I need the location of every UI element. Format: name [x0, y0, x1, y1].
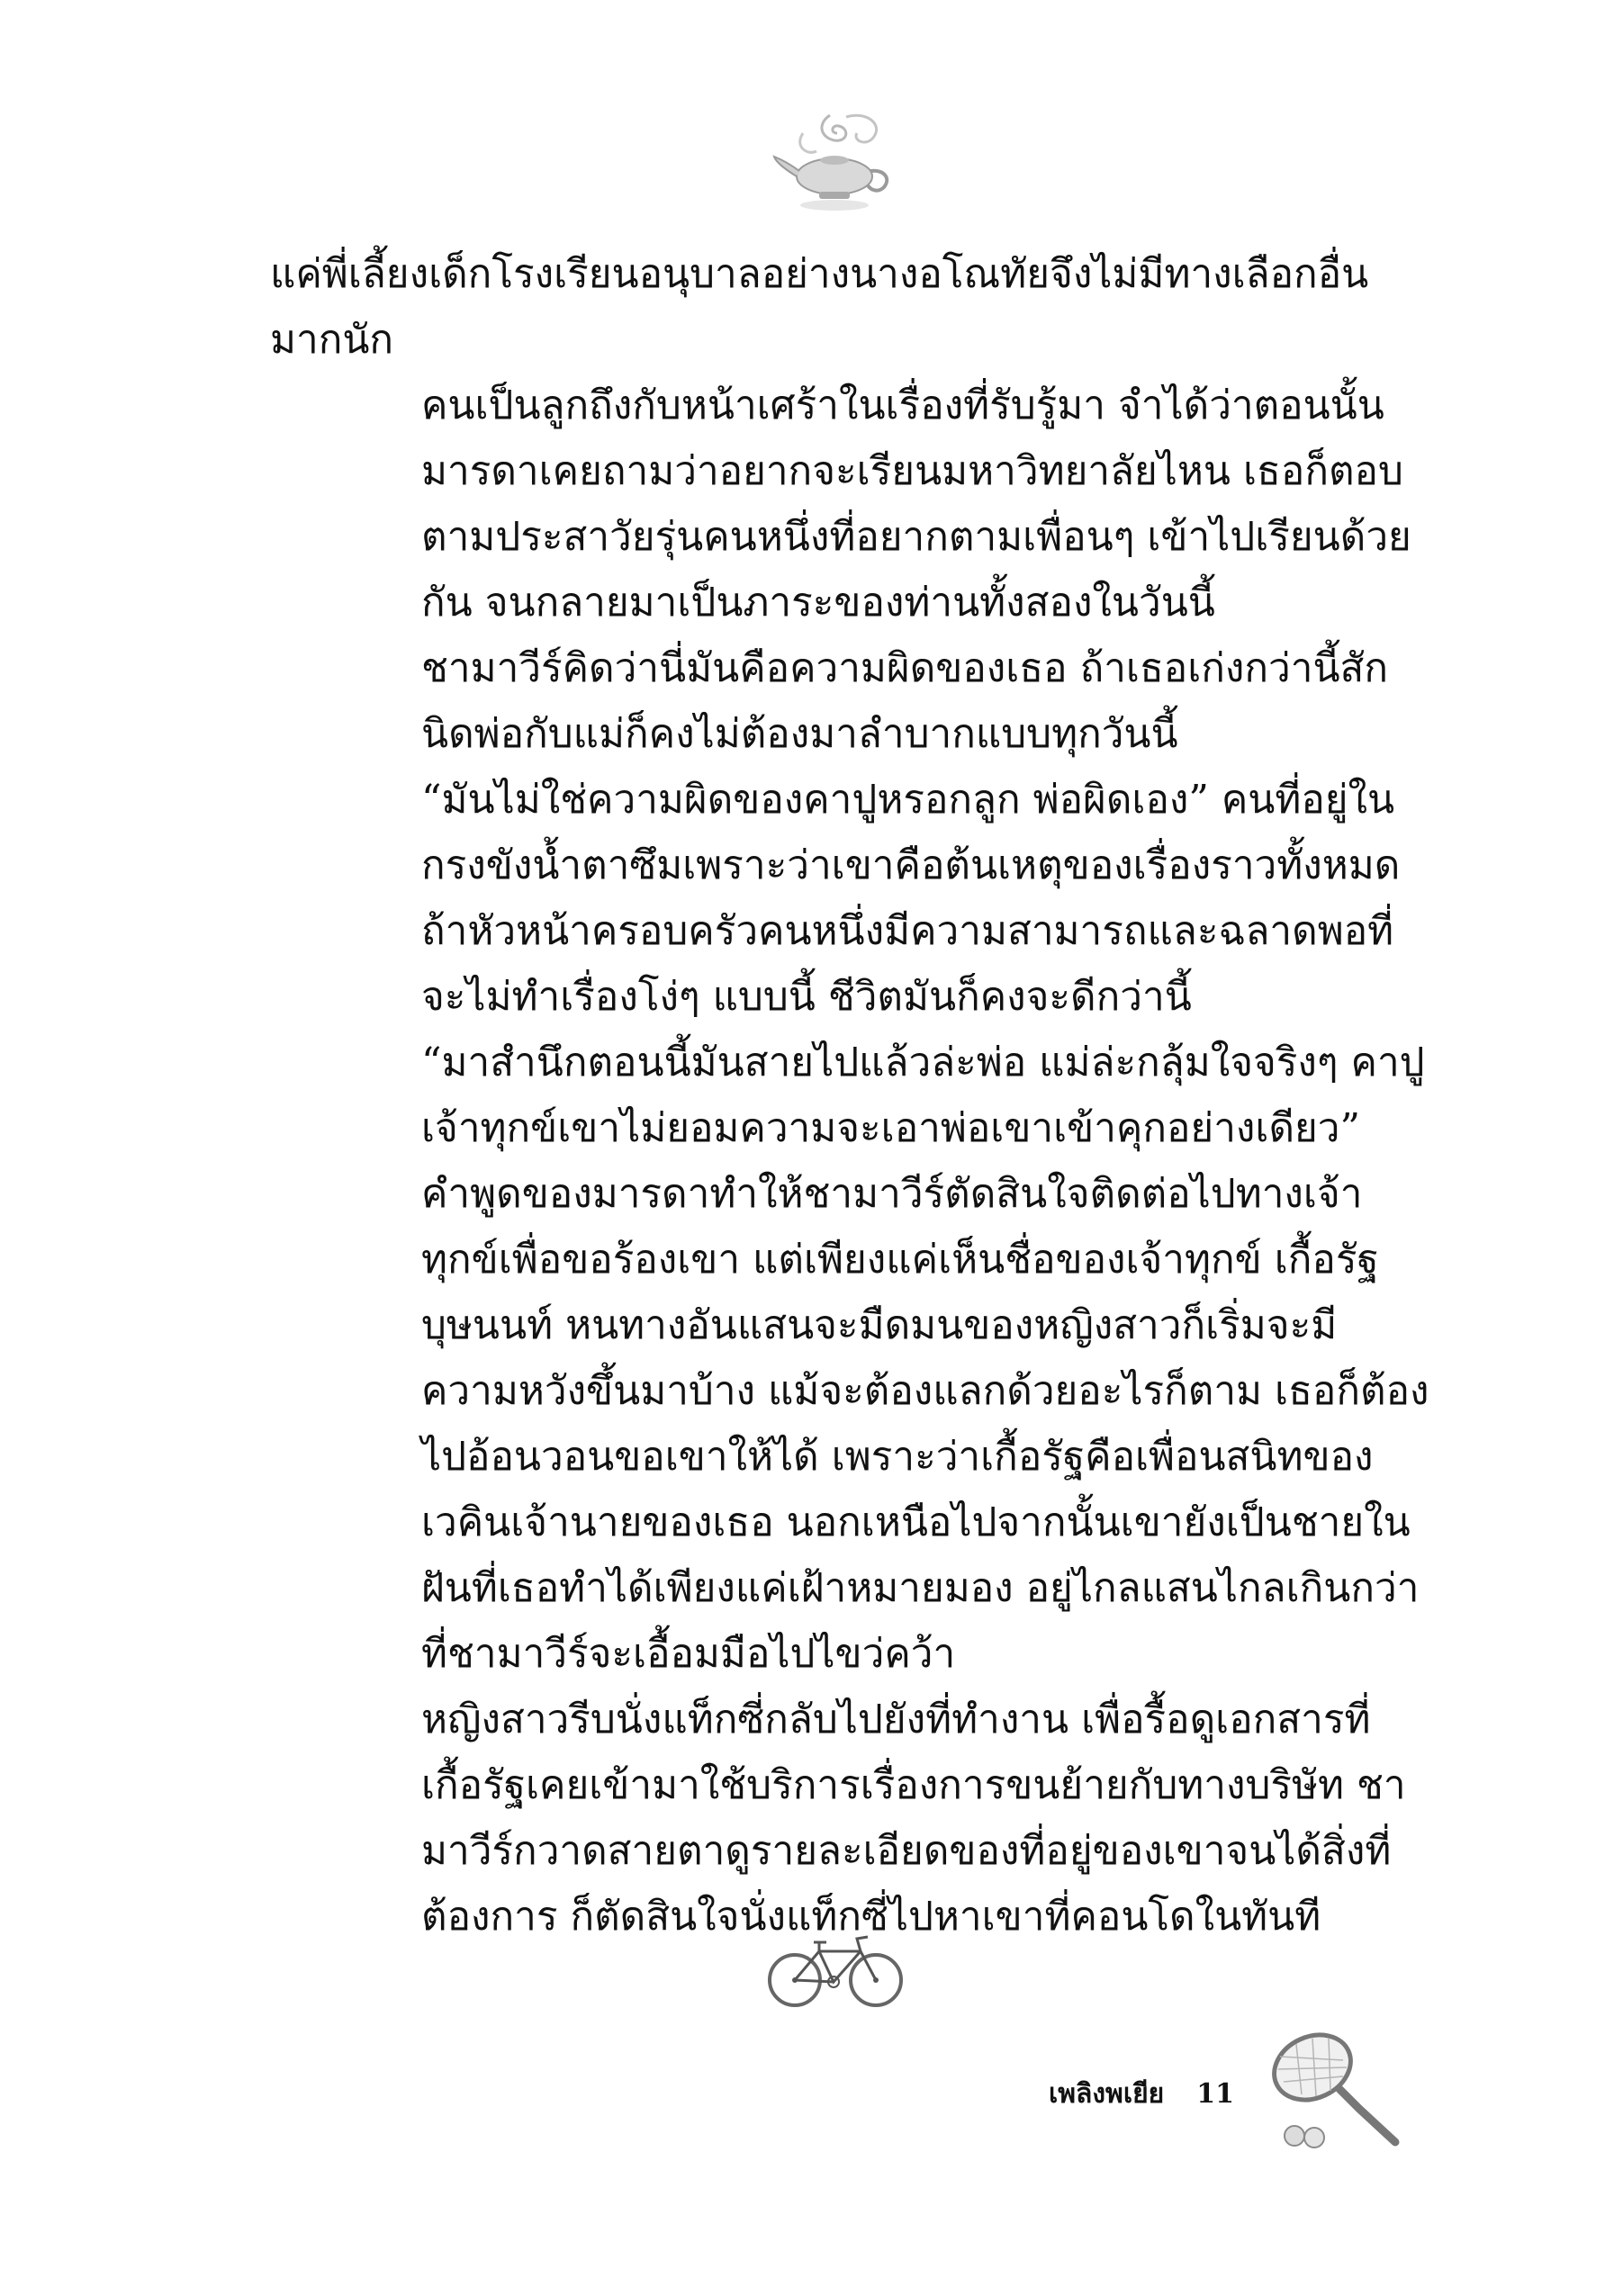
paragraph: ชามาวีร์คิดว่านี่มันคือความผิดของเธอ ถ้าเธอเก่งกว่านี้สักนิดพ่อกับแม่ก็คงไม่ต้องมาลำบากแบบทุกวันนี้ — [421, 645, 1389, 757]
tennis-racket-icon — [1260, 2030, 1409, 2151]
book-title: เพลิงพเยีย — [1049, 2078, 1165, 2110]
page-number: 11 — [1196, 2078, 1234, 2110]
teapot-icon — [767, 106, 902, 219]
paragraph: “มันไม่ใช่ความผิดของคาปูหรอกลูก พ่อผิดเอง” คนที่อยู่ในกรงขังน้ำตาซึมเพราะว่าเขาคือต้นเหตุของเรื่องราวทั้งหมด ถ้าหัวหน้าครอบครัวคนหนึ่งมีความสามารถและฉลาดพอที่จะไม่ทำเรื่องโง่ๆ แบบนี้ ชีวิตมันก็คงจะดีกว่านี้ — [421, 777, 1401, 1020]
body-text — [270, 241, 1431, 1949]
paragraph: คนเป็นลูกถึงกับหน้าเศร้าในเรื่องที่รับรู้มา จำได้ว่าตอนนั้นมารดาเคยถามว่าอยากจะเรียนมหาวิทยาลัยไหน เธอก็ตอบตามประสาวัยรุ่นคนหนึ่งที่อยากตามเพื่อนๆ เข้าไปเรียนด้วยกัน จนกลายมาเป็นภาระของท่านทั้งสองในวันนี้ — [421, 383, 1411, 626]
page-footer — [1049, 2073, 1234, 2115]
paragraph: หญิงสาวรีบนั่งแท็กซี่กลับไปยังที่ทำงาน เพื่อรื้อดูเอกสารที่เกื้อรัฐเคยเข้ามาใช้บริการเรื่องการขนย้ายกับทางบริษัท ชามาวีร์กวาดสายตาดูรายละเอียดของที่อยู่ของเขาจนได้สิ่งที่ต้องการ ก็ตัดสินใจนั่งแท็กซี่ไปหาเขาที่คอนโดในทันที — [421, 1697, 1406, 1940]
paragraph: คำพูดของมารดาทำให้ชามาวีร์ตัดสินใจติดต่อไปทางเจ้าทุกข์เพื่อขอร้องเขา แต่เพียงแค่เห็นชื่อของเจ้าทุกข์ เกื้อรัฐ บุษนนท์ หนทางอันแสนจะมืดมนของหญิงสาวก็เริ่มจะมีความหวังขึ้นมาบ้าง แม้จะต้องแลกด้วยอะไรก็ตาม เธอก็ต้องไปอ้อนวอนขอเขาให้ได้ เพราะว่าเกื้อรัฐคือเพื่อนสนิทของเวคินเจ้านายของเธอ นอกเหนือไปจากนั้นเขายังเป็นชายในฝันที่เธอทำได้เพียงแค่เฝ้าหมายมอง อยู่ไกลแสนไกลเกินกว่าที่ชามาวีร์จะเอื้อมมือไปไขว่คว้า — [421, 1171, 1429, 1677]
paragraph: แค่พี่เลี้ยงเด็กโรงเรียนอนุบาลอย่างนางอโณทัยจึงไม่มีทางเลือกอื่นมากนัก — [270, 251, 1369, 363]
paragraph: “มาสำนึกตอนนี้มันสายไปแล้วล่ะพ่อ แม่ล่ะกลุ้มใจจริงๆ คาปู เจ้าทุกข์เขาไม่ยอมความจะเอาพ่อเขาเข้าคุกอย่างเดียว” — [421, 1040, 1425, 1151]
bicycle-icon — [763, 1926, 907, 2012]
